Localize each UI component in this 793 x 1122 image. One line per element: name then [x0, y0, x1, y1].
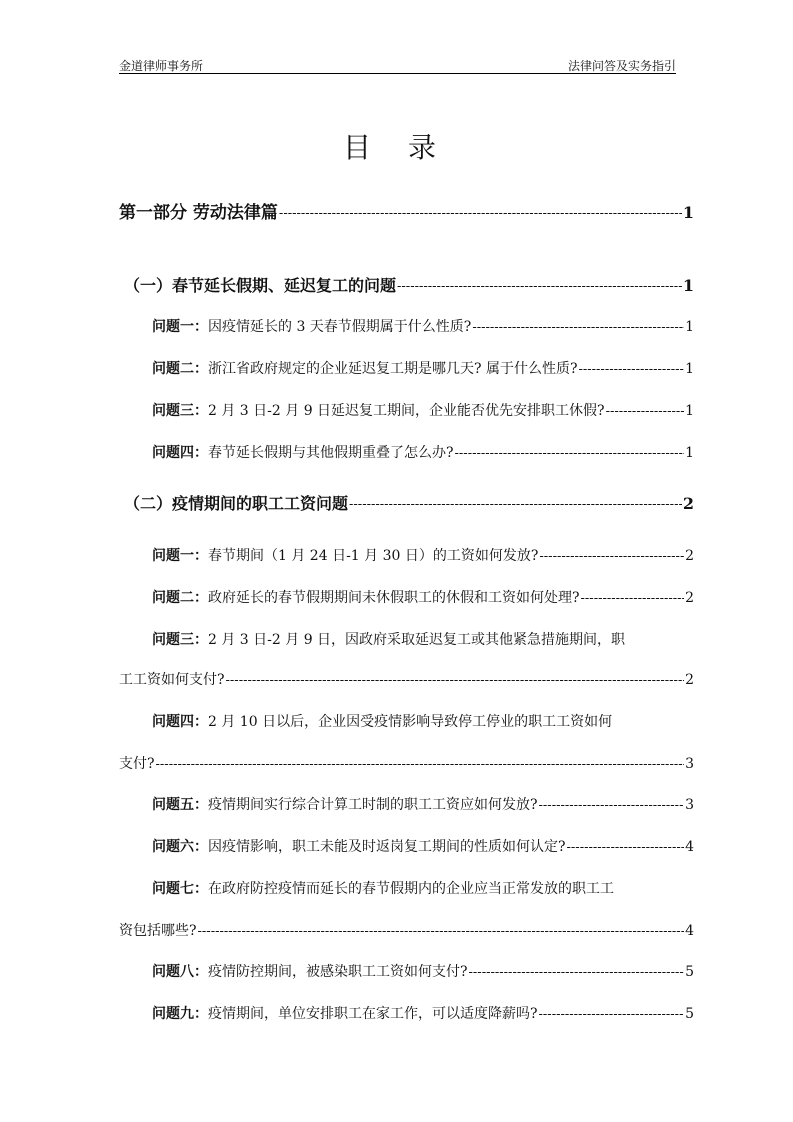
toc-item[interactable] [152, 962, 694, 982]
page-number: 5 [685, 964, 694, 980]
question-text: 因疫情延长的 3 天春节假期属于什么性质? [208, 319, 472, 335]
toc-item[interactable] [152, 1004, 694, 1024]
page-number: 1 [682, 203, 694, 222]
question-number: 问题一： [152, 548, 208, 564]
leader-dots [198, 927, 685, 941]
toc-item[interactable] [152, 588, 694, 608]
leader-dots [606, 407, 685, 421]
leader-dots [539, 552, 684, 566]
toc-item-line1[interactable] [152, 879, 614, 899]
page-number: 4 [685, 923, 694, 939]
question-text: 春节延长假期与其他假期重叠了怎么办? [208, 445, 454, 461]
question-number: 问题五： [152, 797, 208, 813]
page-number: 3 [685, 797, 694, 813]
leader-dots [539, 1010, 685, 1024]
toc-item-line2[interactable] [119, 754, 694, 774]
question-number: 问题三： [152, 403, 208, 419]
question-text: 在政府防控疫情而延长的春节假期内的企业应当正常发放的职工工 [208, 881, 614, 897]
page-number: 2 [682, 494, 694, 513]
leader-dots [539, 801, 685, 815]
question-text: 疫情期间实行综合计算工时制的职工工资应如何发放? [208, 797, 538, 813]
leader-dots [156, 760, 685, 774]
header-firm-name: 金道律师事务所 [119, 59, 204, 73]
question-number: 问题六： [152, 839, 208, 855]
question-text: 浙江省政府规定的企业延迟复工期是哪几天? 属于什么性质? [208, 361, 578, 377]
leader-dots [279, 209, 682, 223]
question-text-cont: 工工资如何支付? [119, 672, 225, 688]
page-number: 2 [685, 590, 694, 606]
toc-section-2[interactable] [124, 494, 694, 514]
toc-item[interactable] [152, 443, 694, 463]
toc-section-title: （一）春节延长假期、延迟复工的问题 [124, 276, 397, 295]
header-doc-title: 法律问答及实务指引 [567, 59, 676, 73]
question-number: 问题一： [152, 319, 208, 335]
page-header [119, 55, 676, 74]
toc-item[interactable] [152, 359, 694, 379]
page-number: 1 [685, 445, 694, 461]
toc-item-line1[interactable] [152, 712, 612, 732]
page-number: 1 [682, 276, 694, 295]
question-text: 2 月 10 日以后，企业因受疫情影响导致停工停业的职工工资如何 [208, 714, 613, 730]
question-number: 问题二： [152, 361, 208, 377]
question-text-cont: 资包括哪些? [119, 923, 197, 939]
leader-dots [469, 968, 685, 982]
question-number: 问题二： [152, 590, 208, 606]
toc-item[interactable] [152, 837, 694, 857]
page-number: 1 [685, 403, 694, 419]
question-number: 问题八： [152, 964, 208, 980]
toc-item[interactable] [152, 795, 694, 815]
toc-part-label: 第一部分 劳动法律篇 [119, 203, 278, 223]
toc-item-line2[interactable] [119, 670, 694, 690]
question-text: 因疫情影响，职工未能及时返岗复工期间的性质如何认定? [208, 839, 566, 855]
question-number: 问题九： [152, 1006, 208, 1022]
question-number: 问题七： [152, 881, 208, 897]
page-number: 1 [685, 319, 694, 335]
question-number: 问题三： [152, 632, 208, 648]
toc-part-1[interactable] [119, 203, 694, 223]
question-text: 政府延长的春节假期期间未休假职工的休假和工资如何处理? [208, 590, 580, 606]
question-text-cont: 支付? [119, 756, 155, 772]
toc-item-line2[interactable] [119, 921, 694, 941]
question-number: 问题四： [152, 445, 208, 461]
page-number: 1 [685, 361, 694, 377]
question-text: 2 月 3 日-2 月 9 日延迟复工期间，企业能否优先安排职工休假? [208, 403, 605, 419]
leader-dots [455, 449, 685, 463]
question-text: 2 月 3 日-2 月 9 日，因政府采取延迟复工或其他紧急措施期间，职 [208, 632, 626, 648]
toc-section-title: （二）疫情期间的职工工资问题 [124, 494, 349, 513]
leader-dots [397, 282, 682, 296]
page-number: 2 [685, 548, 694, 564]
leader-dots [349, 500, 682, 514]
question-text: 疫情防控期间，被感染职工工资如何支付? [208, 964, 468, 980]
toc-item[interactable] [152, 317, 694, 337]
question-text: 疫情期间，单位安排职工在家工作，可以适度降薪吗? [208, 1006, 538, 1022]
toc-item[interactable] [152, 401, 694, 421]
leader-dots [581, 594, 685, 608]
toc-item-line1[interactable] [152, 630, 625, 650]
page-number: 5 [685, 1006, 694, 1022]
page-number: 4 [685, 839, 694, 855]
leader-dots [567, 843, 685, 857]
leader-dots [578, 365, 684, 379]
toc-item[interactable] [152, 546, 694, 566]
leader-dots [472, 323, 684, 337]
page-number: 3 [685, 756, 694, 772]
page-number: 2 [685, 672, 694, 688]
question-text: 春节期间（1 月 24 日-1 月 30 日）的工资如何发放? [208, 548, 539, 564]
toc-section-1[interactable] [124, 276, 694, 296]
question-number: 问题四： [152, 714, 208, 730]
toc-title: 目 录 [343, 131, 450, 164]
leader-dots [226, 676, 685, 690]
